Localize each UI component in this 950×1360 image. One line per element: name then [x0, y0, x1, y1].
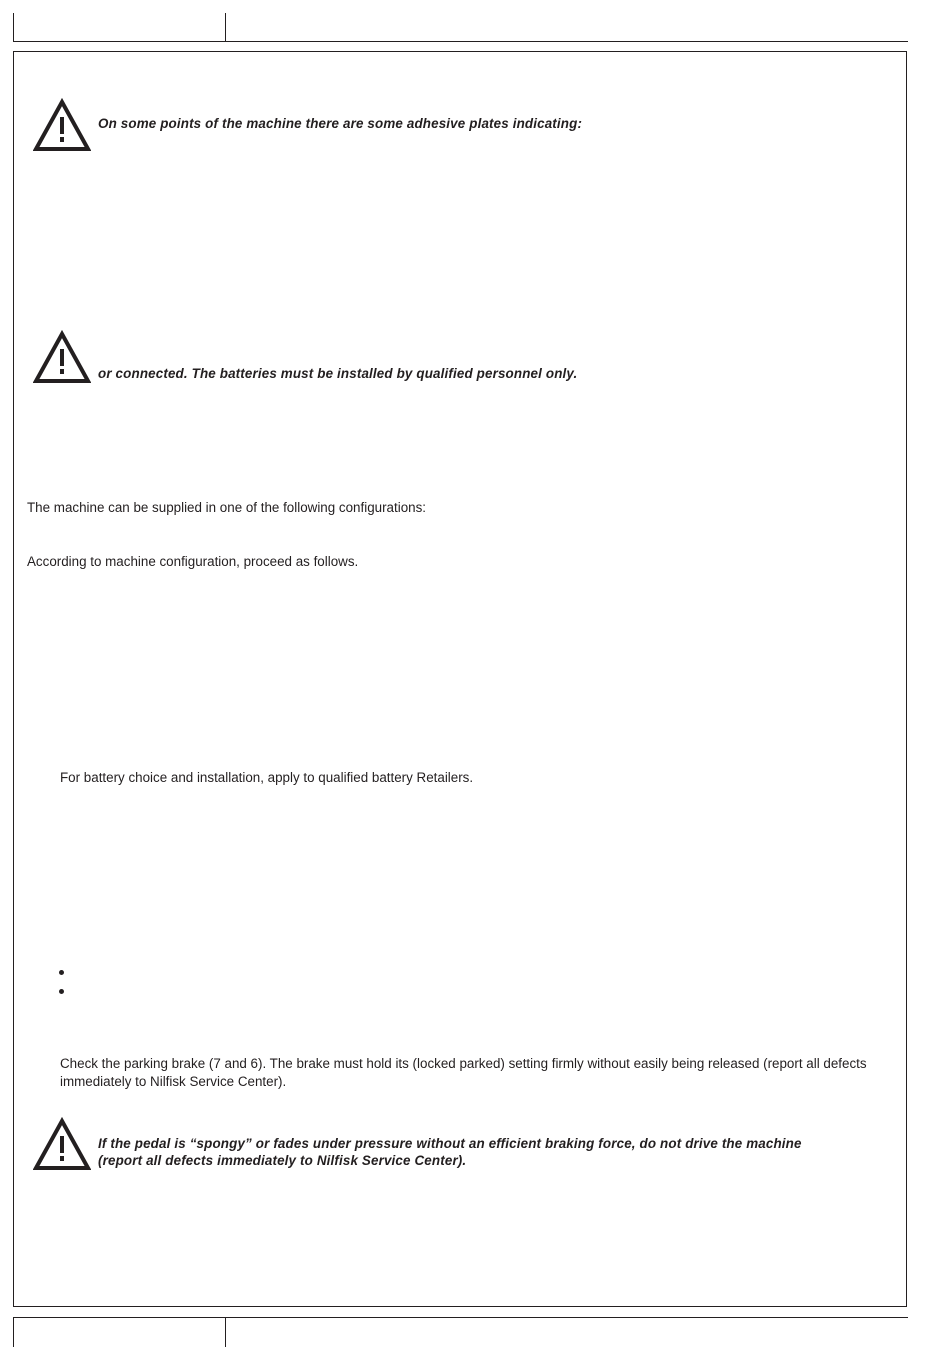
warning-text: On some points of the machine there are some adhesive plates indicating: [98, 116, 583, 131]
footer-divider [13, 1317, 14, 1347]
battery-choice-paragraph: For battery choice and installation, apply to qualified battery Retailers. [60, 770, 474, 785]
warning-triangle-icon [33, 330, 91, 384]
footer-rule [13, 1317, 908, 1318]
warning-text-line: (report all defects immediately to Nilfisk Service Center). [98, 1153, 467, 1168]
warning-triangle-icon [33, 98, 91, 152]
content-frame [13, 51, 907, 1307]
warning-text: or connected. The batteries must be installed by qualified personnel only. [98, 366, 578, 381]
parking-brake-paragraph: Check the parking brake (7 and 6). The brake must hold its (locked parked) setting firmly without easily being released (report all defects immediately to Nilfisk Service Center). [60, 1056, 867, 1089]
footer-divider [225, 1317, 226, 1347]
header-divider [13, 13, 14, 41]
warning-triangle-icon [33, 1117, 91, 1171]
list-bullet [59, 970, 64, 975]
list-bullet [59, 989, 64, 994]
warning-text-line: If the pedal is “spongy” or fades under pressure without an efficient braking force, do not drive the machine [98, 1136, 802, 1151]
configurations-paragraph: The machine can be supplied in one of the following configurations: [27, 500, 426, 515]
configuration-instruction-paragraph: According to machine configuration, proceed as follows. [27, 554, 359, 569]
header-divider [225, 13, 226, 41]
header-rule [13, 41, 908, 42]
